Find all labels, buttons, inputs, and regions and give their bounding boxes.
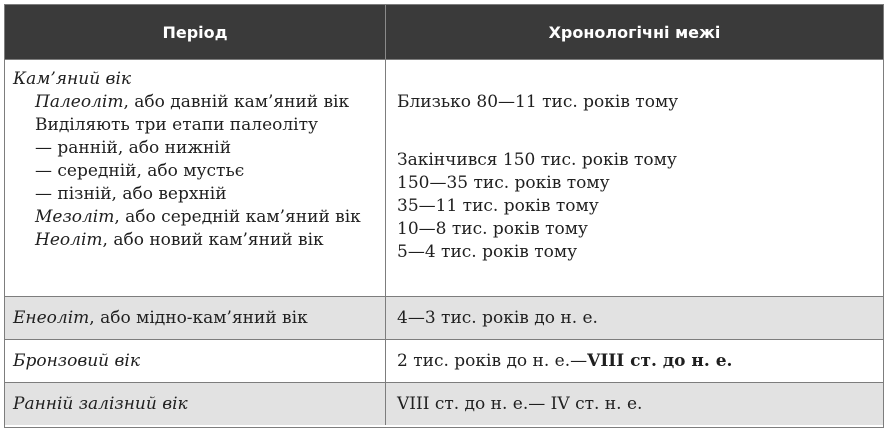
header-period: Період — [5, 5, 386, 59]
table-row-iron — [5, 382, 883, 425]
bronze-dates-start: 2 тис. років до н. е.— — [397, 351, 588, 371]
eneolith-rest: , або мідно-кам’яний вік — [89, 308, 308, 328]
eneolith-term: Енеоліт — [13, 308, 90, 328]
mesolith-rest: , або середній кам’яний вік — [114, 207, 361, 227]
bronze-dates-end: VIII ст. до н. е. — [587, 351, 733, 371]
early-dates: Закінчився 150 тис. років тому — [397, 150, 677, 170]
bronze-term: Бронзовий вік — [5, 340, 386, 382]
middle-paleolith: — середній, або мустьє — [35, 161, 245, 181]
table-row-bronze — [5, 339, 883, 382]
iron-term: Ранній залізний вік — [5, 383, 386, 425]
stone-age-period-cell — [5, 60, 386, 296]
stages-note: Виділяють три етапи палеоліту — [35, 115, 319, 135]
bronze-dates-cell — [386, 340, 883, 382]
paleolith-rest: , або давній кам’яний вік — [123, 92, 350, 112]
chronology-table — [4, 4, 884, 428]
late-dates: 35—11 тис. років тому — [397, 196, 599, 216]
stone-age-dates-cell — [386, 60, 883, 296]
eneolith-period-cell — [5, 297, 386, 339]
iron-dates: VIII ст. до н. е.— IV ст. н. е. — [397, 394, 643, 414]
late-paleolith: — пізній, або верхній — [35, 184, 227, 204]
paleolith-dates: Близько 80—11 тис. років тому — [397, 92, 679, 112]
paleolith-term: Палеоліт — [35, 92, 124, 112]
mesolith-term: Мезоліт — [35, 207, 115, 227]
neolith-term: Неоліт — [35, 230, 103, 250]
table-row-stone-age — [5, 59, 883, 296]
stone-age-title: Кам’яний вік — [13, 69, 132, 89]
table-header — [5, 5, 883, 59]
mesolith-dates: 10—8 тис. років тому — [397, 219, 588, 239]
early-paleolith: — ранній, або нижній — [35, 138, 232, 158]
table-row-eneolith — [5, 296, 883, 339]
paleolith-label — [13, 91, 385, 114]
neolith-dates: 5—4 тис. років тому — [397, 242, 578, 262]
header-chronology: Хронологічні межі — [548, 22, 721, 42]
middle-dates: 150—35 тис. років тому — [397, 173, 610, 193]
mesolith-label — [13, 206, 385, 229]
neolith-label — [13, 229, 385, 252]
neolith-rest: , або новий кам’яний вік — [102, 230, 324, 250]
eneolith-dates: 4—3 тис. років до н. е. — [397, 308, 598, 328]
